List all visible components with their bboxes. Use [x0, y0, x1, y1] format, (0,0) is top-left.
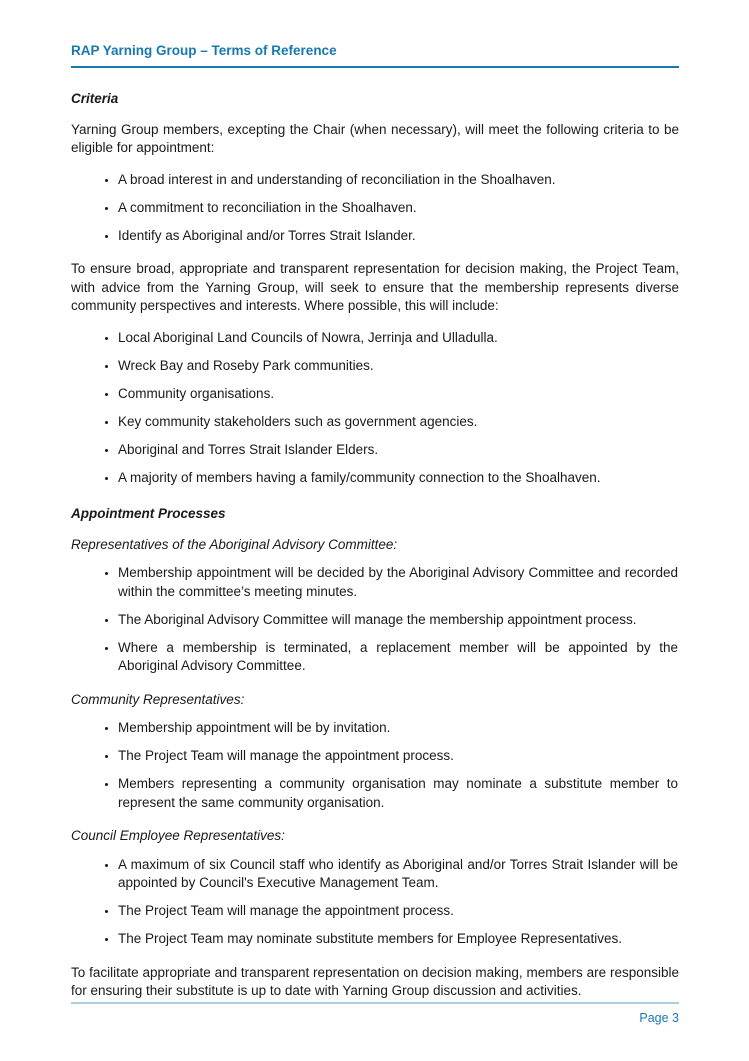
section-subheading: Community Representatives: — [71, 691, 245, 707]
paragraph: Yarning Group members, excepting the Chair (when necessary), will meet the following criteria to be eligible for appointment: — [71, 121, 679, 155]
bullet-list — [71, 856, 679, 949]
bullet-item: • The Project Team will manage the appointment process. — [118, 902, 679, 921]
bullet-item: • The Project Team will manage the appointment process. — [118, 747, 679, 766]
bullet-item: • Where a membership is terminated, a replacement member will be appointed by the Aboriginal Advisory Committee. — [118, 639, 679, 676]
paragraph: To ensure broad, appropriate and transparent representation for decision making, the Project Team, with advice from the Yarning Group, will seek to ensure that the membership represents diverse community perspectives and interests. Where possible, this will include: — [71, 261, 679, 313]
bullet-item: • A broad interest in and understanding of reconciliation in the Shoalhaven. — [118, 171, 679, 190]
bullet-item: • A maximum of six Council staff who identify as Aboriginal and/or Torres Strait Islander will be appointed by Council's Executive Management Team. — [118, 856, 679, 893]
bullet-item: • A commitment to reconciliation in the Shoalhaven. — [118, 199, 679, 218]
bullet-list — [71, 329, 679, 488]
section-heading: Appointment Processes — [71, 506, 226, 521]
page-number: Page 3 — [639, 1011, 679, 1025]
bullet-item: • Key community stakeholders such as government agencies. — [118, 413, 679, 432]
bullet-item: • Membership appointment will be by invitation. — [118, 719, 679, 738]
document-footer — [71, 1002, 679, 1028]
bullet-item: • Local Aboriginal Land Councils of Nowra, Jerrinja and Ulladulla. — [118, 329, 679, 348]
bullet-item: • Members representing a community organisation may nominate a substitute member to represent the same community organisation. — [118, 775, 679, 812]
bullet-list — [71, 719, 679, 812]
document-header — [71, 42, 679, 68]
bullet-list — [71, 564, 679, 676]
document-body — [71, 84, 679, 1014]
document-title: RAP Yarning Group – Terms of Reference — [71, 43, 337, 58]
section-subheading: Council Employee Representatives: — [71, 828, 285, 843]
bullet-item: • The Project Team may nominate substitute members for Employee Representatives. — [118, 930, 679, 949]
bullet-list — [71, 171, 679, 246]
bullet-item: • Membership appointment will be decided by the Aboriginal Advisory Committee and recorded within the committee’s meeting minutes. — [118, 564, 679, 601]
paragraph: To facilitate appropriate and transparent representation on decision making, members are responsible for ensuring their substitute is up to date with Yarning Group discussion and activities. — [71, 964, 679, 998]
bullet-item: • Wreck Bay and Roseby Park communities. — [118, 357, 679, 376]
bullet-item: • Aboriginal and Torres Strait Islander Elders. — [118, 441, 679, 460]
section-subheading: Representatives of the Aboriginal Advisory Committee: — [71, 536, 398, 552]
section-heading: Criteria — [71, 91, 119, 106]
bullet-item: • The Aboriginal Advisory Committee will manage the membership appointment process. — [118, 611, 679, 630]
bullet-item: • Identify as Aboriginal and/or Torres Strait Islander. — [118, 227, 679, 246]
bullet-item: • A majority of members having a family/community connection to the Shoalhaven. — [118, 469, 679, 488]
bullet-item: • Community organisations. — [118, 385, 679, 404]
